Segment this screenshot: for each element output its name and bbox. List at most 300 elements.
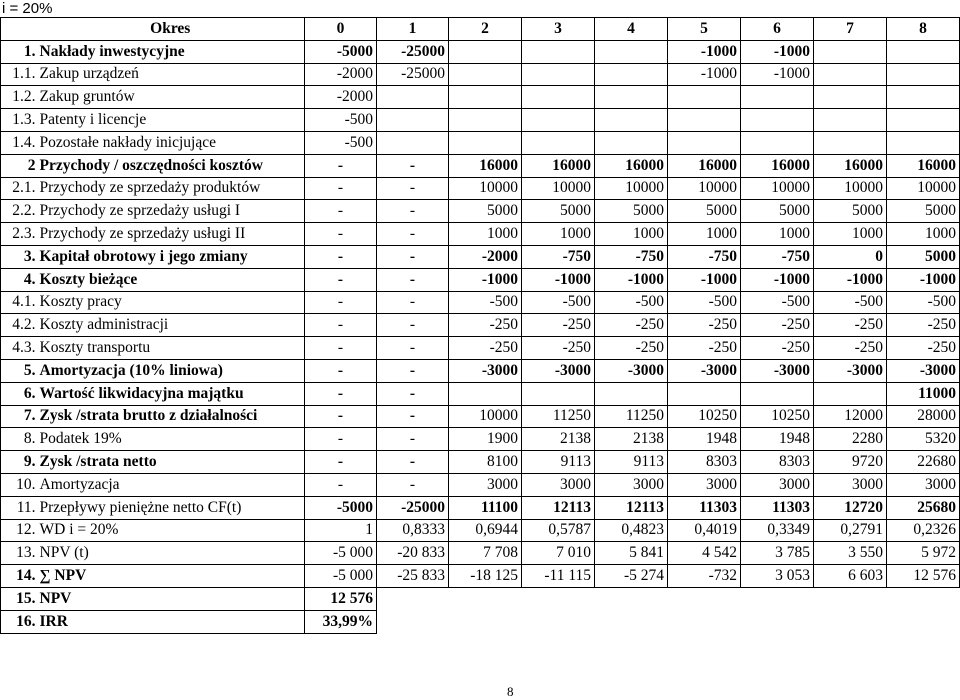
row-cell bbox=[522, 86, 595, 109]
row-cell: 11250 bbox=[522, 405, 595, 428]
row-cell: -250 bbox=[887, 314, 960, 337]
row-label: WD i = 20% bbox=[37, 519, 305, 542]
row-label: Wartość likwidacyjna majątku bbox=[37, 382, 305, 405]
empty-cell bbox=[887, 610, 960, 633]
empty-cell bbox=[449, 610, 522, 633]
empty-cell bbox=[741, 587, 814, 610]
table-row bbox=[1, 63, 960, 86]
row-cell: 1000 bbox=[449, 223, 522, 246]
rate-caption: i = 20% bbox=[2, 0, 53, 17]
row-cell bbox=[741, 382, 814, 405]
row-cell: -1000 bbox=[668, 63, 741, 86]
row-cell: 1000 bbox=[741, 223, 814, 246]
row-cell: -750 bbox=[668, 245, 741, 268]
table-row bbox=[1, 451, 960, 474]
row-cell: - bbox=[305, 291, 377, 314]
header-period-1: 1 bbox=[377, 18, 449, 41]
row-cell: -732 bbox=[668, 565, 741, 588]
table-row bbox=[1, 245, 960, 268]
row-cell: - bbox=[305, 382, 377, 405]
row-cell bbox=[814, 109, 887, 132]
header-period-8: 8 bbox=[887, 18, 960, 41]
row-cell: 28000 bbox=[887, 405, 960, 428]
row-cell: -1000 bbox=[887, 268, 960, 291]
row-cell: -1000 bbox=[814, 268, 887, 291]
row-cell bbox=[887, 109, 960, 132]
row-cell: - bbox=[305, 200, 377, 223]
row-cell: 1900 bbox=[449, 428, 522, 451]
row-cell: -1000 bbox=[522, 268, 595, 291]
row-cell bbox=[522, 40, 595, 63]
table-row bbox=[1, 405, 960, 428]
row-cell: -250 bbox=[814, 337, 887, 360]
row-cell: 1000 bbox=[522, 223, 595, 246]
empty-cell bbox=[449, 587, 522, 610]
row-label: Patenty i licencje bbox=[37, 109, 305, 132]
row-cell bbox=[522, 63, 595, 86]
row-cell: -500 bbox=[814, 291, 887, 314]
row-cell bbox=[887, 40, 960, 63]
table-row bbox=[1, 131, 960, 154]
row-cell: - bbox=[377, 245, 449, 268]
row-cell: -500 bbox=[741, 291, 814, 314]
row-code: 11. bbox=[1, 496, 37, 519]
row-cell: 3000 bbox=[522, 473, 595, 496]
row-cell: 5000 bbox=[522, 200, 595, 223]
row-code: 3. bbox=[1, 245, 37, 268]
row-cell: 12 576 bbox=[887, 565, 960, 588]
row-cell: -3000 bbox=[887, 359, 960, 382]
row-cell: 1948 bbox=[741, 428, 814, 451]
row-cell: 5000 bbox=[887, 245, 960, 268]
row-cell: 9720 bbox=[814, 451, 887, 474]
row-cell: -250 bbox=[522, 337, 595, 360]
row-cell bbox=[522, 382, 595, 405]
row-cell: - bbox=[377, 428, 449, 451]
row-cell: -3000 bbox=[449, 359, 522, 382]
row-cell: - bbox=[305, 451, 377, 474]
table-row bbox=[1, 428, 960, 451]
row-cell: 3 550 bbox=[814, 542, 887, 565]
row-cell: -1000 bbox=[741, 268, 814, 291]
row-cell bbox=[741, 131, 814, 154]
row-cell: - bbox=[377, 200, 449, 223]
row-cell bbox=[741, 109, 814, 132]
row-cell: -5 274 bbox=[595, 565, 668, 588]
row-cell bbox=[668, 131, 741, 154]
row-cell: 10000 bbox=[668, 177, 741, 200]
row-label: Podatek 19% bbox=[37, 428, 305, 451]
empty-cell bbox=[377, 587, 449, 610]
row-label: Przepływy pieniężne netto CF(t) bbox=[37, 496, 305, 519]
row-cell: 5000 bbox=[449, 200, 522, 223]
row-code: 4.1. bbox=[1, 291, 37, 314]
row-code: 14. bbox=[1, 565, 37, 588]
row-code: 2.2. bbox=[1, 200, 37, 223]
row-cell: -250 bbox=[741, 337, 814, 360]
row-label: Zakup gruntów bbox=[37, 86, 305, 109]
row-label: Przychody / oszczędności kosztów bbox=[37, 154, 305, 177]
table-row bbox=[1, 268, 960, 291]
row-cell: 7 010 bbox=[522, 542, 595, 565]
row-cell bbox=[377, 109, 449, 132]
row-label: NPV bbox=[37, 587, 305, 610]
row-cell: -250 bbox=[595, 314, 668, 337]
row-cell bbox=[595, 40, 668, 63]
row-cell: - bbox=[305, 473, 377, 496]
row-cell: -2000 bbox=[305, 86, 377, 109]
row-cell: -250 bbox=[814, 314, 887, 337]
row-cell: 16000 bbox=[814, 154, 887, 177]
row-cell: 11250 bbox=[595, 405, 668, 428]
row-cell: 3000 bbox=[814, 473, 887, 496]
row-cell: 1000 bbox=[595, 223, 668, 246]
row-cell: 10000 bbox=[522, 177, 595, 200]
row-cell: - bbox=[305, 223, 377, 246]
row-cell bbox=[377, 131, 449, 154]
table-row bbox=[1, 200, 960, 223]
row-cell: 11303 bbox=[741, 496, 814, 519]
row-cell: 5000 bbox=[668, 200, 741, 223]
row-label: Koszty pracy bbox=[37, 291, 305, 314]
row-cell: 3 785 bbox=[741, 542, 814, 565]
row-cell bbox=[449, 86, 522, 109]
row-cell bbox=[668, 109, 741, 132]
table-row bbox=[1, 109, 960, 132]
row-cell: - bbox=[305, 405, 377, 428]
row-cell: 2138 bbox=[522, 428, 595, 451]
row-cell: 0,5787 bbox=[522, 519, 595, 542]
row-code: 4.3. bbox=[1, 337, 37, 360]
empty-cell bbox=[887, 587, 960, 610]
header-period-0: 0 bbox=[305, 18, 377, 41]
row-cell: - bbox=[377, 223, 449, 246]
empty-cell bbox=[814, 587, 887, 610]
row-cell: 5000 bbox=[814, 200, 887, 223]
row-cell: - bbox=[377, 473, 449, 496]
row-label: Amortyzacja bbox=[37, 473, 305, 496]
row-cell: 10000 bbox=[449, 405, 522, 428]
row-cell: 3000 bbox=[741, 473, 814, 496]
row-cell: -500 bbox=[887, 291, 960, 314]
row-label: Przychody ze sprzedaży usługi II bbox=[37, 223, 305, 246]
row-cell: -500 bbox=[595, 291, 668, 314]
row-cell: -2000 bbox=[449, 245, 522, 268]
row-cell: -250 bbox=[522, 314, 595, 337]
row-cell: 0,6944 bbox=[449, 519, 522, 542]
row-cell: 33,99% bbox=[305, 610, 377, 633]
row-cell: 16000 bbox=[595, 154, 668, 177]
row-cell: -750 bbox=[522, 245, 595, 268]
row-cell bbox=[522, 131, 595, 154]
row-cell: -750 bbox=[595, 245, 668, 268]
row-cell: - bbox=[305, 268, 377, 291]
row-cell: - bbox=[377, 177, 449, 200]
row-cell: - bbox=[305, 154, 377, 177]
row-cell: 0,8333 bbox=[377, 519, 449, 542]
row-cell: -1000 bbox=[668, 268, 741, 291]
row-label: IRR bbox=[37, 610, 305, 633]
empty-cell bbox=[522, 587, 595, 610]
row-cell: 11100 bbox=[449, 496, 522, 519]
empty-cell bbox=[741, 610, 814, 633]
row-code: 16. bbox=[1, 610, 37, 633]
row-cell: -5 000 bbox=[305, 565, 377, 588]
row-cell: 5 841 bbox=[595, 542, 668, 565]
row-cell: 0,2791 bbox=[814, 519, 887, 542]
row-code: 4.2. bbox=[1, 314, 37, 337]
row-code: 1.3. bbox=[1, 109, 37, 132]
row-cell: 0,4019 bbox=[668, 519, 741, 542]
row-cell: - bbox=[305, 337, 377, 360]
row-cell: 16000 bbox=[887, 154, 960, 177]
row-cell: 16000 bbox=[522, 154, 595, 177]
row-cell bbox=[377, 86, 449, 109]
empty-cell bbox=[522, 610, 595, 633]
header-period-6: 6 bbox=[741, 18, 814, 41]
row-cell: 5320 bbox=[887, 428, 960, 451]
row-cell bbox=[741, 86, 814, 109]
row-cell: - bbox=[377, 359, 449, 382]
row-cell: 3000 bbox=[887, 473, 960, 496]
row-code: 2.3. bbox=[1, 223, 37, 246]
row-code: 10. bbox=[1, 473, 37, 496]
row-cell: 3000 bbox=[449, 473, 522, 496]
row-label: Przychody ze sprzedaży produktów bbox=[37, 177, 305, 200]
row-label: Koszty bieżące bbox=[37, 268, 305, 291]
row-cell: -250 bbox=[449, 314, 522, 337]
row-label: Nakłady inwestycyjne bbox=[37, 40, 305, 63]
row-cell: -3000 bbox=[522, 359, 595, 382]
row-cell: -250 bbox=[741, 314, 814, 337]
row-label: ∑ NPV bbox=[37, 565, 305, 588]
header-period-3: 3 bbox=[522, 18, 595, 41]
row-cell: 0,3349 bbox=[741, 519, 814, 542]
row-cell: -5000 bbox=[305, 496, 377, 519]
row-cell: -1000 bbox=[449, 268, 522, 291]
row-cell bbox=[814, 40, 887, 63]
row-cell bbox=[595, 86, 668, 109]
table-row bbox=[1, 565, 960, 588]
row-label: Amortyzacja (10% liniowa) bbox=[37, 359, 305, 382]
header-period-5: 5 bbox=[668, 18, 741, 41]
row-cell: 8303 bbox=[668, 451, 741, 474]
row-cell: 16000 bbox=[741, 154, 814, 177]
row-cell bbox=[887, 86, 960, 109]
row-cell: 5000 bbox=[741, 200, 814, 223]
table-row bbox=[1, 382, 960, 405]
header-okres: Okres bbox=[37, 18, 305, 41]
row-cell: -500 bbox=[305, 109, 377, 132]
row-cell: 8100 bbox=[449, 451, 522, 474]
row-cell: -5 000 bbox=[305, 542, 377, 565]
row-cell: 11000 bbox=[887, 382, 960, 405]
row-cell: 1000 bbox=[887, 223, 960, 246]
row-cell bbox=[814, 382, 887, 405]
table-row bbox=[1, 610, 960, 633]
header-period-7: 7 bbox=[814, 18, 887, 41]
row-cell: - bbox=[305, 314, 377, 337]
row-label: NPV (t) bbox=[37, 542, 305, 565]
row-label: Zysk /strata brutto z działalności bbox=[37, 405, 305, 428]
table-row bbox=[1, 337, 960, 360]
row-cell bbox=[668, 382, 741, 405]
empty-cell bbox=[377, 610, 449, 633]
row-code: 2 bbox=[1, 154, 37, 177]
row-code: 7. bbox=[1, 405, 37, 428]
row-cell: -3000 bbox=[595, 359, 668, 382]
row-label: Kapitał obrotowy i jego zmiany bbox=[37, 245, 305, 268]
row-cell bbox=[814, 131, 887, 154]
row-code: 15. bbox=[1, 587, 37, 610]
row-cell bbox=[449, 109, 522, 132]
row-cell: -1000 bbox=[595, 268, 668, 291]
page-number: 8 bbox=[507, 684, 514, 699]
table-row bbox=[1, 177, 960, 200]
table-row bbox=[1, 519, 960, 542]
table-row bbox=[1, 291, 960, 314]
row-cell bbox=[814, 63, 887, 86]
table-row bbox=[1, 86, 960, 109]
row-cell: 7 708 bbox=[449, 542, 522, 565]
row-cell: 0 bbox=[814, 245, 887, 268]
row-cell: -500 bbox=[522, 291, 595, 314]
row-cell: 12113 bbox=[522, 496, 595, 519]
row-cell: - bbox=[305, 359, 377, 382]
row-cell: -11 115 bbox=[522, 565, 595, 588]
table-body bbox=[1, 18, 960, 634]
row-code: 1.1. bbox=[1, 63, 37, 86]
row-cell: 10000 bbox=[449, 177, 522, 200]
row-code: 1. bbox=[1, 40, 37, 63]
row-cell: - bbox=[377, 337, 449, 360]
row-cell bbox=[522, 109, 595, 132]
row-cell: 2138 bbox=[595, 428, 668, 451]
row-code: 5. bbox=[1, 359, 37, 382]
table-row bbox=[1, 473, 960, 496]
table-row bbox=[1, 587, 960, 610]
row-cell: 3000 bbox=[595, 473, 668, 496]
header-row bbox=[1, 18, 960, 41]
row-cell bbox=[595, 63, 668, 86]
row-cell: 11303 bbox=[668, 496, 741, 519]
row-cell: 10000 bbox=[887, 177, 960, 200]
row-cell: -25000 bbox=[377, 63, 449, 86]
row-cell: 9113 bbox=[595, 451, 668, 474]
row-cell: 22680 bbox=[887, 451, 960, 474]
row-code: 6. bbox=[1, 382, 37, 405]
row-label: Koszty transportu bbox=[37, 337, 305, 360]
row-cell bbox=[595, 131, 668, 154]
row-cell: - bbox=[377, 405, 449, 428]
row-cell bbox=[449, 40, 522, 63]
row-code: 8. bbox=[1, 428, 37, 451]
row-cell: 6 603 bbox=[814, 565, 887, 588]
row-code: 2.1. bbox=[1, 177, 37, 200]
row-cell: - bbox=[305, 428, 377, 451]
row-cell: 9113 bbox=[522, 451, 595, 474]
table-row bbox=[1, 496, 960, 519]
row-cell: -3000 bbox=[741, 359, 814, 382]
row-cell: 16000 bbox=[668, 154, 741, 177]
row-cell: -250 bbox=[595, 337, 668, 360]
table-row bbox=[1, 542, 960, 565]
row-cell: -2000 bbox=[305, 63, 377, 86]
row-cell: 25680 bbox=[887, 496, 960, 519]
row-cell: - bbox=[377, 451, 449, 474]
row-label: Koszty administracji bbox=[37, 314, 305, 337]
header-period-2: 2 bbox=[449, 18, 522, 41]
row-cell: 5000 bbox=[595, 200, 668, 223]
row-cell: 10000 bbox=[595, 177, 668, 200]
row-cell: -25000 bbox=[377, 496, 449, 519]
row-cell: 0,2326 bbox=[887, 519, 960, 542]
row-cell: - bbox=[305, 245, 377, 268]
row-cell bbox=[668, 86, 741, 109]
row-cell bbox=[887, 63, 960, 86]
row-cell: 10250 bbox=[668, 405, 741, 428]
row-cell: 10250 bbox=[741, 405, 814, 428]
row-cell bbox=[449, 63, 522, 86]
row-cell: - bbox=[377, 154, 449, 177]
header-period-4: 4 bbox=[595, 18, 668, 41]
row-cell: - bbox=[377, 268, 449, 291]
empty-cell bbox=[595, 610, 668, 633]
row-cell: - bbox=[377, 382, 449, 405]
row-cell: 1000 bbox=[814, 223, 887, 246]
row-cell: 5000 bbox=[887, 200, 960, 223]
row-label: Zakup urządzeń bbox=[37, 63, 305, 86]
row-label: Przychody ze sprzedaży usługi I bbox=[37, 200, 305, 223]
row-cell: -20 833 bbox=[377, 542, 449, 565]
row-code: 4. bbox=[1, 268, 37, 291]
row-label: Pozostałe nakłady inicjujące bbox=[37, 131, 305, 154]
row-cell: -18 125 bbox=[449, 565, 522, 588]
row-cell: -1000 bbox=[741, 63, 814, 86]
empty-cell bbox=[668, 610, 741, 633]
table-row bbox=[1, 314, 960, 337]
row-cell: - bbox=[377, 291, 449, 314]
row-cell bbox=[887, 131, 960, 154]
row-cell: 10000 bbox=[741, 177, 814, 200]
row-cell: -750 bbox=[741, 245, 814, 268]
row-cell bbox=[449, 131, 522, 154]
row-cell: 1 bbox=[305, 519, 377, 542]
row-cell: -25000 bbox=[377, 40, 449, 63]
row-cell: 8303 bbox=[741, 451, 814, 474]
table-row bbox=[1, 359, 960, 382]
row-cell: 0,4823 bbox=[595, 519, 668, 542]
row-code: 9. bbox=[1, 451, 37, 474]
row-cell: 12113 bbox=[595, 496, 668, 519]
row-cell: -500 bbox=[449, 291, 522, 314]
row-cell: 10000 bbox=[814, 177, 887, 200]
row-code: 12. bbox=[1, 519, 37, 542]
row-cell: -1000 bbox=[741, 40, 814, 63]
row-cell: -250 bbox=[887, 337, 960, 360]
empty-cell bbox=[595, 587, 668, 610]
row-cell: 3 053 bbox=[741, 565, 814, 588]
row-cell: -25 833 bbox=[377, 565, 449, 588]
row-cell: -3000 bbox=[814, 359, 887, 382]
row-code: 13. bbox=[1, 542, 37, 565]
cash-flow-table bbox=[0, 17, 960, 634]
row-cell: 1000 bbox=[668, 223, 741, 246]
empty-cell bbox=[668, 587, 741, 610]
row-cell: 1948 bbox=[668, 428, 741, 451]
row-cell: -250 bbox=[668, 337, 741, 360]
row-cell: - bbox=[305, 177, 377, 200]
